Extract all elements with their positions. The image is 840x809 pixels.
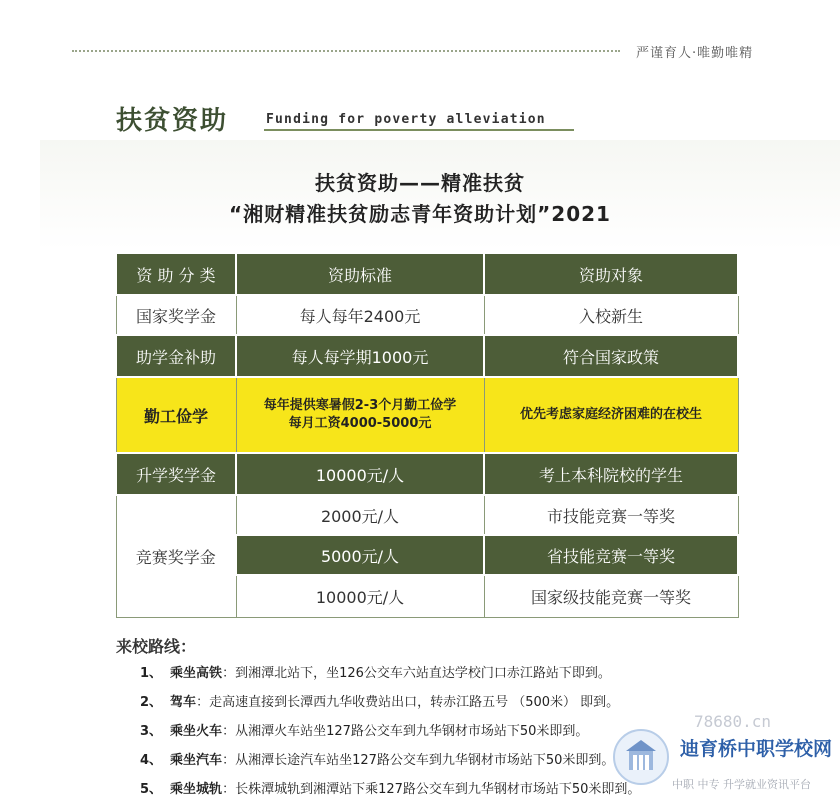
section-underline: [264, 129, 574, 131]
section-title: 扶贫资助: [116, 106, 229, 136]
row-standard: 每人每年2400元: [236, 295, 484, 335]
route-text: ：到湘潭北站下，坐126公交车六站直达学校门口赤江路站下即到。: [222, 666, 611, 681]
watermark-logo-icon: [612, 728, 670, 786]
funding-table: [115, 252, 739, 618]
row-target: 国家级技能竞赛一等奖: [484, 575, 738, 617]
table-row: [116, 295, 738, 335]
table-header-row: [116, 253, 738, 295]
header-category: 资 助 分 类: [116, 253, 236, 295]
routes-list: [140, 664, 640, 809]
route-number: 1、: [140, 666, 163, 681]
route-mode: 乘坐汽车: [170, 753, 223, 768]
route-number: 3、: [140, 724, 163, 739]
row-target: 入校新生: [484, 295, 738, 335]
row-target: 优先考虑家庭经济困难的在校生: [484, 377, 738, 453]
row-target: 考上本科院校的学生: [484, 453, 738, 495]
standard-line: 每年提供寒暑假2-3个月勤工俭学: [263, 398, 457, 413]
routes-title: 来校路线：: [116, 637, 197, 656]
route-mode: 乘坐火车: [170, 724, 223, 739]
document-title: 扶贫资助——精准扶贫: [315, 171, 525, 195]
route-text: ：从湘潭长途汽车站坐127路公交车到九华钢材市场站下50米即到。: [222, 753, 615, 768]
row-standard: 10000元/人: [236, 575, 484, 617]
route-number: 5、: [140, 782, 163, 797]
row-standard: 5000元/人: [236, 535, 484, 575]
row-target: 符合国家政策: [484, 335, 738, 377]
route-mode: 驾车: [170, 695, 197, 710]
school-motto: 严谨育人·唯勤唯精: [636, 46, 754, 61]
watermark-site-name: 迪育桥中职学校网: [680, 738, 833, 760]
row-category: 国家奖学金: [116, 295, 236, 335]
document-subtitle: “湘财精准扶贫励志青年资助计划”2021: [229, 202, 611, 226]
route-mode: 乘坐高铁: [170, 666, 223, 681]
row-standard: 10000元/人: [236, 453, 484, 495]
route-text: ：走高速直接到长潭西九华收费站出口，转赤江路五号 （500米） 即到。: [196, 695, 620, 710]
route-item: [140, 751, 640, 780]
route-item: [140, 664, 640, 693]
watermark-tagline: 中职 中专 升学就业资讯平台: [672, 778, 811, 791]
route-mode: 乘坐城轨: [170, 782, 223, 797]
row-target: 市技能竞赛一等奖: [484, 495, 738, 535]
route-number: 4、: [140, 753, 163, 768]
table-row-highlighted: [116, 377, 738, 453]
standard-line: 每月工资4000-5000元: [288, 416, 432, 431]
row-target: 省技能竞赛一等奖: [484, 535, 738, 575]
route-item: [140, 780, 640, 809]
table-row: [116, 495, 738, 535]
row-category: 助学金补助: [116, 335, 236, 377]
route-text: ：从湘潭火车站坐127路公交车到九华钢材市场站下50米即到。: [222, 724, 589, 739]
route-text: ：长株潭城轨到湘潭站下乘127路公交车到九华钢材市场站下50米即到。: [222, 782, 641, 797]
table-row: [116, 453, 738, 495]
header-standard: 资助标准: [236, 253, 484, 295]
row-category: 升学奖学金: [116, 453, 236, 495]
row-category: 勤工俭学: [116, 377, 236, 453]
watermark-url: 78680.cn: [694, 712, 772, 731]
header-dotted-rule: [72, 50, 620, 52]
table-row: [116, 335, 738, 377]
row-standard: 2000元/人: [236, 495, 484, 535]
route-number: 2、: [140, 695, 163, 710]
section-subtitle: Funding for poverty alleviation: [266, 112, 546, 127]
route-item: [140, 693, 640, 722]
row-standard: [236, 377, 484, 453]
row-standard: 每人每学期1000元: [236, 335, 484, 377]
row-category: 竞赛奖学金: [116, 495, 236, 617]
route-item: [140, 722, 640, 751]
header-target: 资助对象: [484, 253, 738, 295]
